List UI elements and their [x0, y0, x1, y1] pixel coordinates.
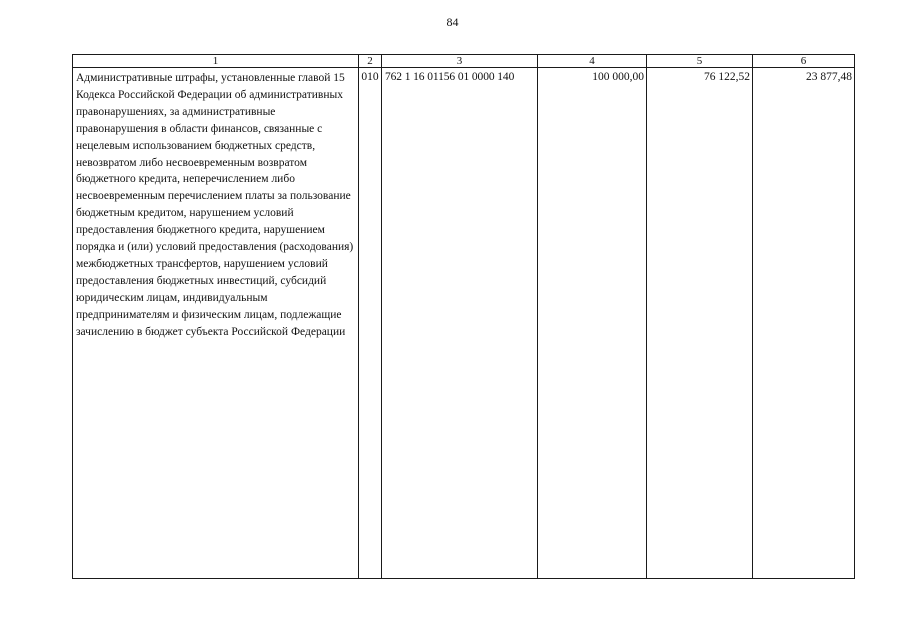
column-header-4: 4 — [538, 55, 647, 68]
approved-cell — [538, 68, 647, 579]
budget-execution-table — [72, 54, 855, 579]
column-header-5: 5 — [647, 55, 753, 68]
column-header-1: 1 — [73, 55, 359, 68]
unexecuted-cell — [753, 68, 855, 579]
column-number-header-row — [73, 55, 855, 68]
income-description: Административные штрафы, установленные главой 15 Кодекса Российской Федерации об административных правонарушениях, за административные правонарушения в области финансов, связанные с нецелевым использованием бюджетных средств, невозвратом либо несвоевременным возвратом бюджетного кредита, неперечислением либо несвоевременным перечислением платы за пользование бюджетным кредитом, нарушением условий предоставления бюджетного кредита, нарушением порядка и (или) условий предоставления (расходования) межбюджетных трансфертов, нарушением условий предоставления бюджетных инвестиций, субсидий юридическим лицам, индивидуальным предпринимателям и физическим лицам, подлежащие зачислению в бюджет субъекта Российской Федерации — [76, 72, 354, 338]
description-cell — [73, 68, 359, 579]
column-header-3: 3 — [382, 55, 538, 68]
column-header-6: 6 — [753, 55, 855, 68]
executed-cell — [647, 68, 753, 579]
approved-amount: 100 000,00 — [592, 71, 644, 83]
line-code: 010 — [361, 71, 379, 83]
budget-classification-code: 762 1 16 01156 01 0000 140 — [385, 71, 515, 83]
page-number: 84 — [446, 15, 459, 29]
line-code-cell — [359, 68, 382, 579]
executed-amount: 76 122,52 — [704, 71, 750, 83]
column-header-2: 2 — [359, 55, 382, 68]
unexecuted-amount: 23 877,48 — [806, 71, 852, 83]
table-row — [73, 68, 855, 579]
kbk-code-cell — [382, 68, 538, 579]
